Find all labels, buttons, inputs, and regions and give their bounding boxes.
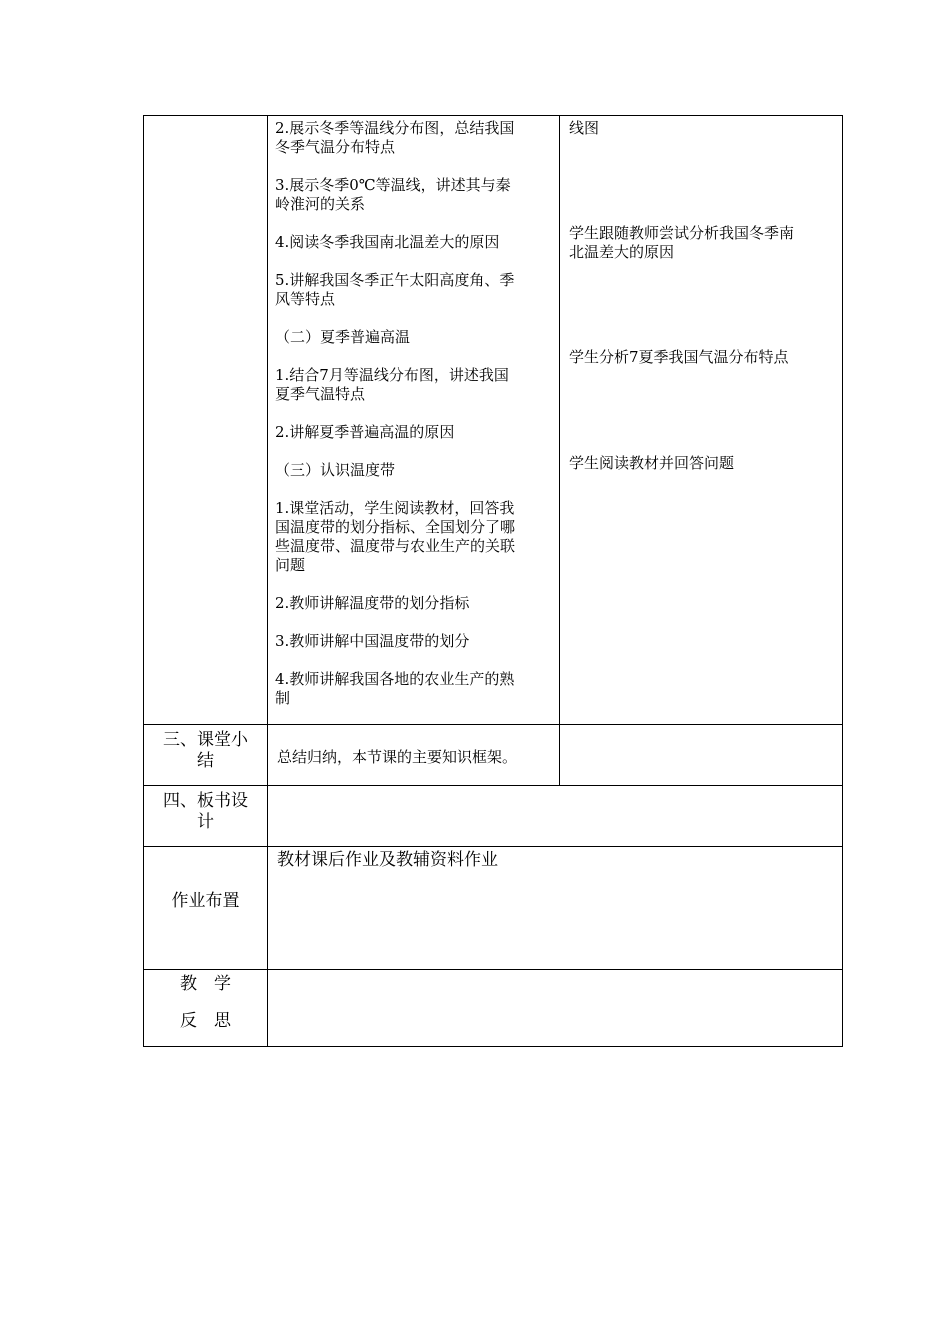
text-line: 学生阅读教材并回答问题 — [569, 454, 735, 472]
column-divider — [267, 115, 268, 1047]
text-line: 4.阅读冬季我国南北温差大的原因 — [275, 233, 500, 251]
text-line: 线图 — [569, 119, 600, 137]
column-divider — [559, 115, 560, 786]
table-top-border — [143, 115, 843, 116]
text-line: 4.教师讲解我国各地的农业生产的熟 — [275, 670, 515, 688]
homework-content: 教材课后作业及教辅资料作业 — [277, 850, 498, 870]
text-line: 3.展示冬季0℃等温线，讲述其与秦 — [275, 176, 511, 194]
student-activity-cell — [569, 119, 839, 719]
text-line: 问题 — [275, 556, 306, 574]
section-heading: （三）认识温度带 — [275, 461, 396, 479]
section-heading: （二）夏季普遍高温 — [275, 328, 411, 346]
text-line: 2.教师讲解温度带的划分指标 — [275, 594, 470, 612]
row-divider — [143, 969, 843, 970]
text-line: 1.结合7月等温线分布图，讲述我国 — [275, 366, 509, 384]
table-right-border — [842, 115, 843, 1047]
summary-label: 结 — [197, 751, 214, 771]
summary-label: 三、课堂小 — [163, 730, 248, 750]
text-line: 学生跟随教师尝试分析我国冬季南 — [569, 224, 795, 242]
text-line: 些温度带、温度带与农业生产的关联 — [275, 537, 516, 555]
text-line: 北温差大的原因 — [569, 243, 675, 261]
text-line: 5.讲解我国冬季正午太阳高度角、季 — [275, 271, 515, 289]
text-line: 2.讲解夏季普遍高温的原因 — [275, 423, 455, 441]
table-bottom-border — [143, 1046, 843, 1047]
reflection-label: 教 学 — [180, 974, 231, 994]
text-line: 岭淮河的关系 — [275, 195, 366, 213]
text-line: 国温度带的划分指标、全国划分了哪 — [275, 518, 516, 536]
row-divider — [143, 785, 843, 786]
board-design-label: 四、板书设 — [163, 791, 248, 811]
homework-label: 作业布置 — [171, 891, 240, 911]
text-line: 制 — [275, 689, 291, 707]
row-divider — [143, 846, 843, 847]
board-design-label: 计 — [197, 812, 214, 832]
text-line: 2.展示冬季等温线分布图，总结我国 — [275, 119, 515, 137]
text-line: 学生分析7夏季我国气温分布特点 — [569, 348, 789, 366]
row-divider — [143, 724, 843, 725]
text-line: 1.课堂活动，学生阅读教材，回答我 — [275, 499, 515, 517]
text-line: 冬季气温分布特点 — [275, 138, 396, 156]
text-line: 夏季气温特点 — [275, 385, 366, 403]
teacher-activity-cell — [275, 119, 555, 719]
reflection-label: 反 思 — [180, 1011, 231, 1031]
text-line: 风等特点 — [275, 290, 336, 308]
summary-content: 总结归纳，本节课的主要知识框架。 — [277, 748, 518, 766]
text-line: 3.教师讲解中国温度带的划分 — [275, 632, 470, 650]
